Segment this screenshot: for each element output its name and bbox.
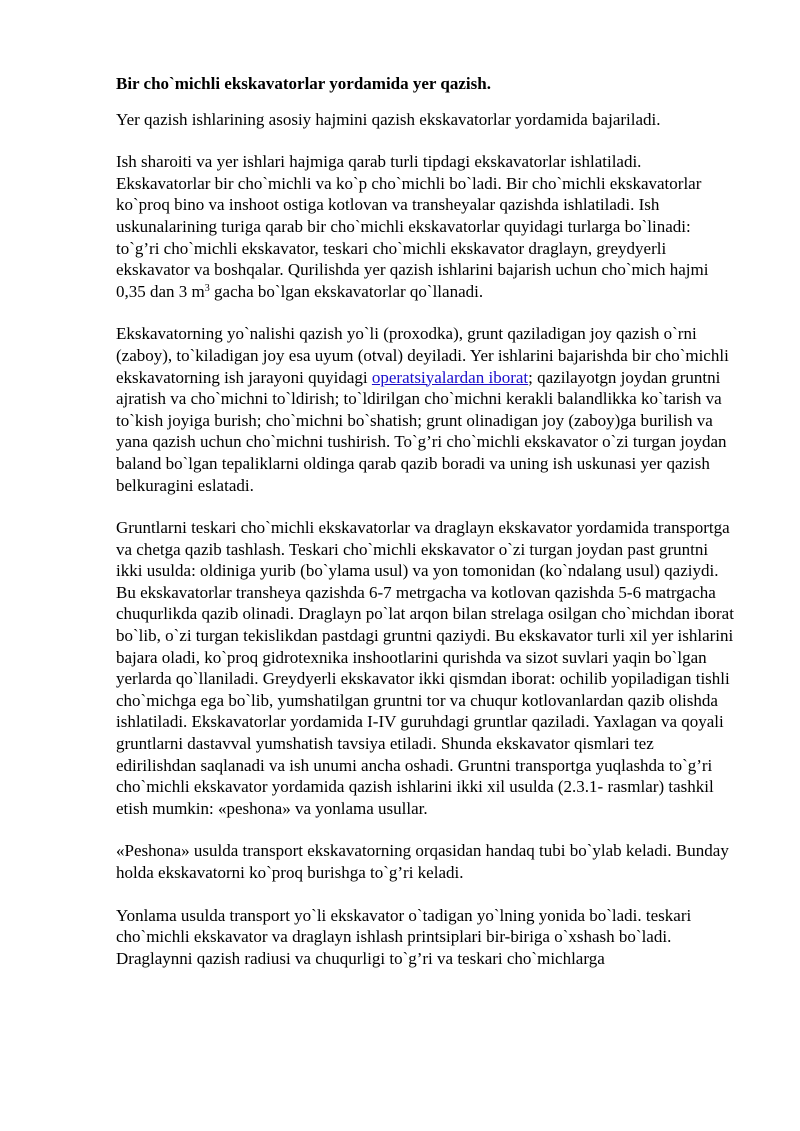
- document-title: Bir cho`michli ekskavatorlar yordamida yer qazish.: [116, 74, 491, 93]
- paragraph-types: [116, 151, 736, 302]
- operations-link[interactable]: operatsiyalardan iborat: [371, 367, 529, 387]
- paragraph-types-text: Ish sharoiti va yer ishlari hajmiga qarab turli tipdagi ekskavatorlar ishlatiladi. Ekskavatorlar bir cho`michli va ko`p cho`michli bo`ladi. Bir cho`michli ekskavatorlar ko`proq bino va inshoot ostiga kotlovan va transheyalar qazishda ishlatiladi. Ish uskunalarining turiga qarab bir cho`michli ekskavatorlar quyidagi turlarga bo`linadi: to`g’ri cho`michli ekskavator, teskari cho`michli ekskavator draglayn, greydyerli ekskavator va boshqalar. Qurilishda yer qazish ishlarini bajarish uchun cho`mich hajmi 0,35 dan 3 m: [116, 152, 709, 301]
- paragraph-backhoe-draglayn: Gruntlarni teskari cho`michli ekskavatorlar va draglayn ekskavator yordamida transportga va chetga qazib tashlash. Teskari cho`michli ekskavator o`zi turgan joydan past gruntni ikki usulda: oldiniga yurib (bo`ylama usul) va yon tomonidan (ko`ndalang usul) qaziydi. Bu ekskavatorlar transheya qazishda 6-7 metrgacha va kotlovan qazishda 5-6 matrgacha chuqurlikda qazib olinadi. Draglayn po`lat arqon bilan strelaga osilgan cho`michdan iborat bo`lib, o`zi turgan tekislikdan pastdagi gruntni qaziydi. Bu ekskavator turli xil yer ishlarini bajara oladi, ko`proq gidrotexnika inshootlarini qurishda va sizot suvlari yaqin bo`lgan yerlarda qo`llaniladi. Greydyerli ekskavator ikki qismdan iborat: ochilib yopiladigan tishli cho`michga ega bo`lib, yumshatilgan gruntni tor va chuqur kotlovanlardan qazib olishda ishlatiladi. Ekskavatorlar yordamida I-IV guruhdagi gruntlar qaziladi. Yaxlagan va qoyali gruntlarni dastavval yumshatish tavsiya etiladi. Shunda ekskavator qismlari tez edirilishdan saqlanadi va ish unumi ancha oshadi. Gruntni transportga yuqlashda to`g’ri cho`michli ekskavator yordamida qazish ishlarini ikki xil usulda (2.3.1- rasmlar) tashkil etish mumkin: «peshona» va yonlama usullar.: [116, 518, 734, 818]
- paragraph-intro: Yer qazish ishlarining asosiy hajmini qazish ekskavatorlar yordamida bajariladi.: [116, 109, 661, 129]
- paragraph-peshona: «Peshona» usulda transport ekskavatorning orqasidan handaq tubi bo`ylab keladi. Bunday holda ekskavatorni ko`proq burishga to`g’ri keladi.: [116, 841, 729, 882]
- paragraph-operations-text: Ekskavatorning yo`nalishi qazish yo`li (proxodka), grunt qaziladigan joy qazish o`rni (zaboy), to`kiladigan joy esa uyum (otval) deyiladi. Yer ishlarini bajarishda bir cho`michli ekskavatorning ish jarayoni quyidagi: [116, 324, 729, 387]
- paragraph-types-text-end: gacha bo`lgan ekskavatorlar qo`llanadi.: [209, 281, 484, 301]
- paragraph-operations-text-end: ; qazilayotgn joydan gruntni ajratish va cho`michni to`ldirish; to`ldirilgan cho`michni kerakli balandlikka ko`tarish va to`kish joyiga burish; cho`michni bo`shatish; grunt olinadigan joy (zaboy)ga burilish va yana qazish uchun cho`michni tushirish. To`g’ri cho`michli ekskavator o`zi turgan joydan baland bo`lgan tepaliklarni oldinga qarab qazib boradi va uning ish uskunasi yer qazish belkuragini eslatadi.: [116, 367, 727, 495]
- paragraph-yonlama: Yonlama usulda transport yo`li ekskavator o`tadigan yo`lning yonida bo`ladi. teskari cho`michli ekskavator va draglayn ishlash printsiplari bir-biriga o`xshash bo`ladi. Draglaynni qazish radiusi va chuqurligi to`g’ri va teskari cho`michlarga: [116, 905, 692, 968]
- document-page: [116, 73, 736, 990]
- paragraph-operations: [116, 323, 736, 496]
- cubic-superscript: 3: [204, 282, 210, 294]
